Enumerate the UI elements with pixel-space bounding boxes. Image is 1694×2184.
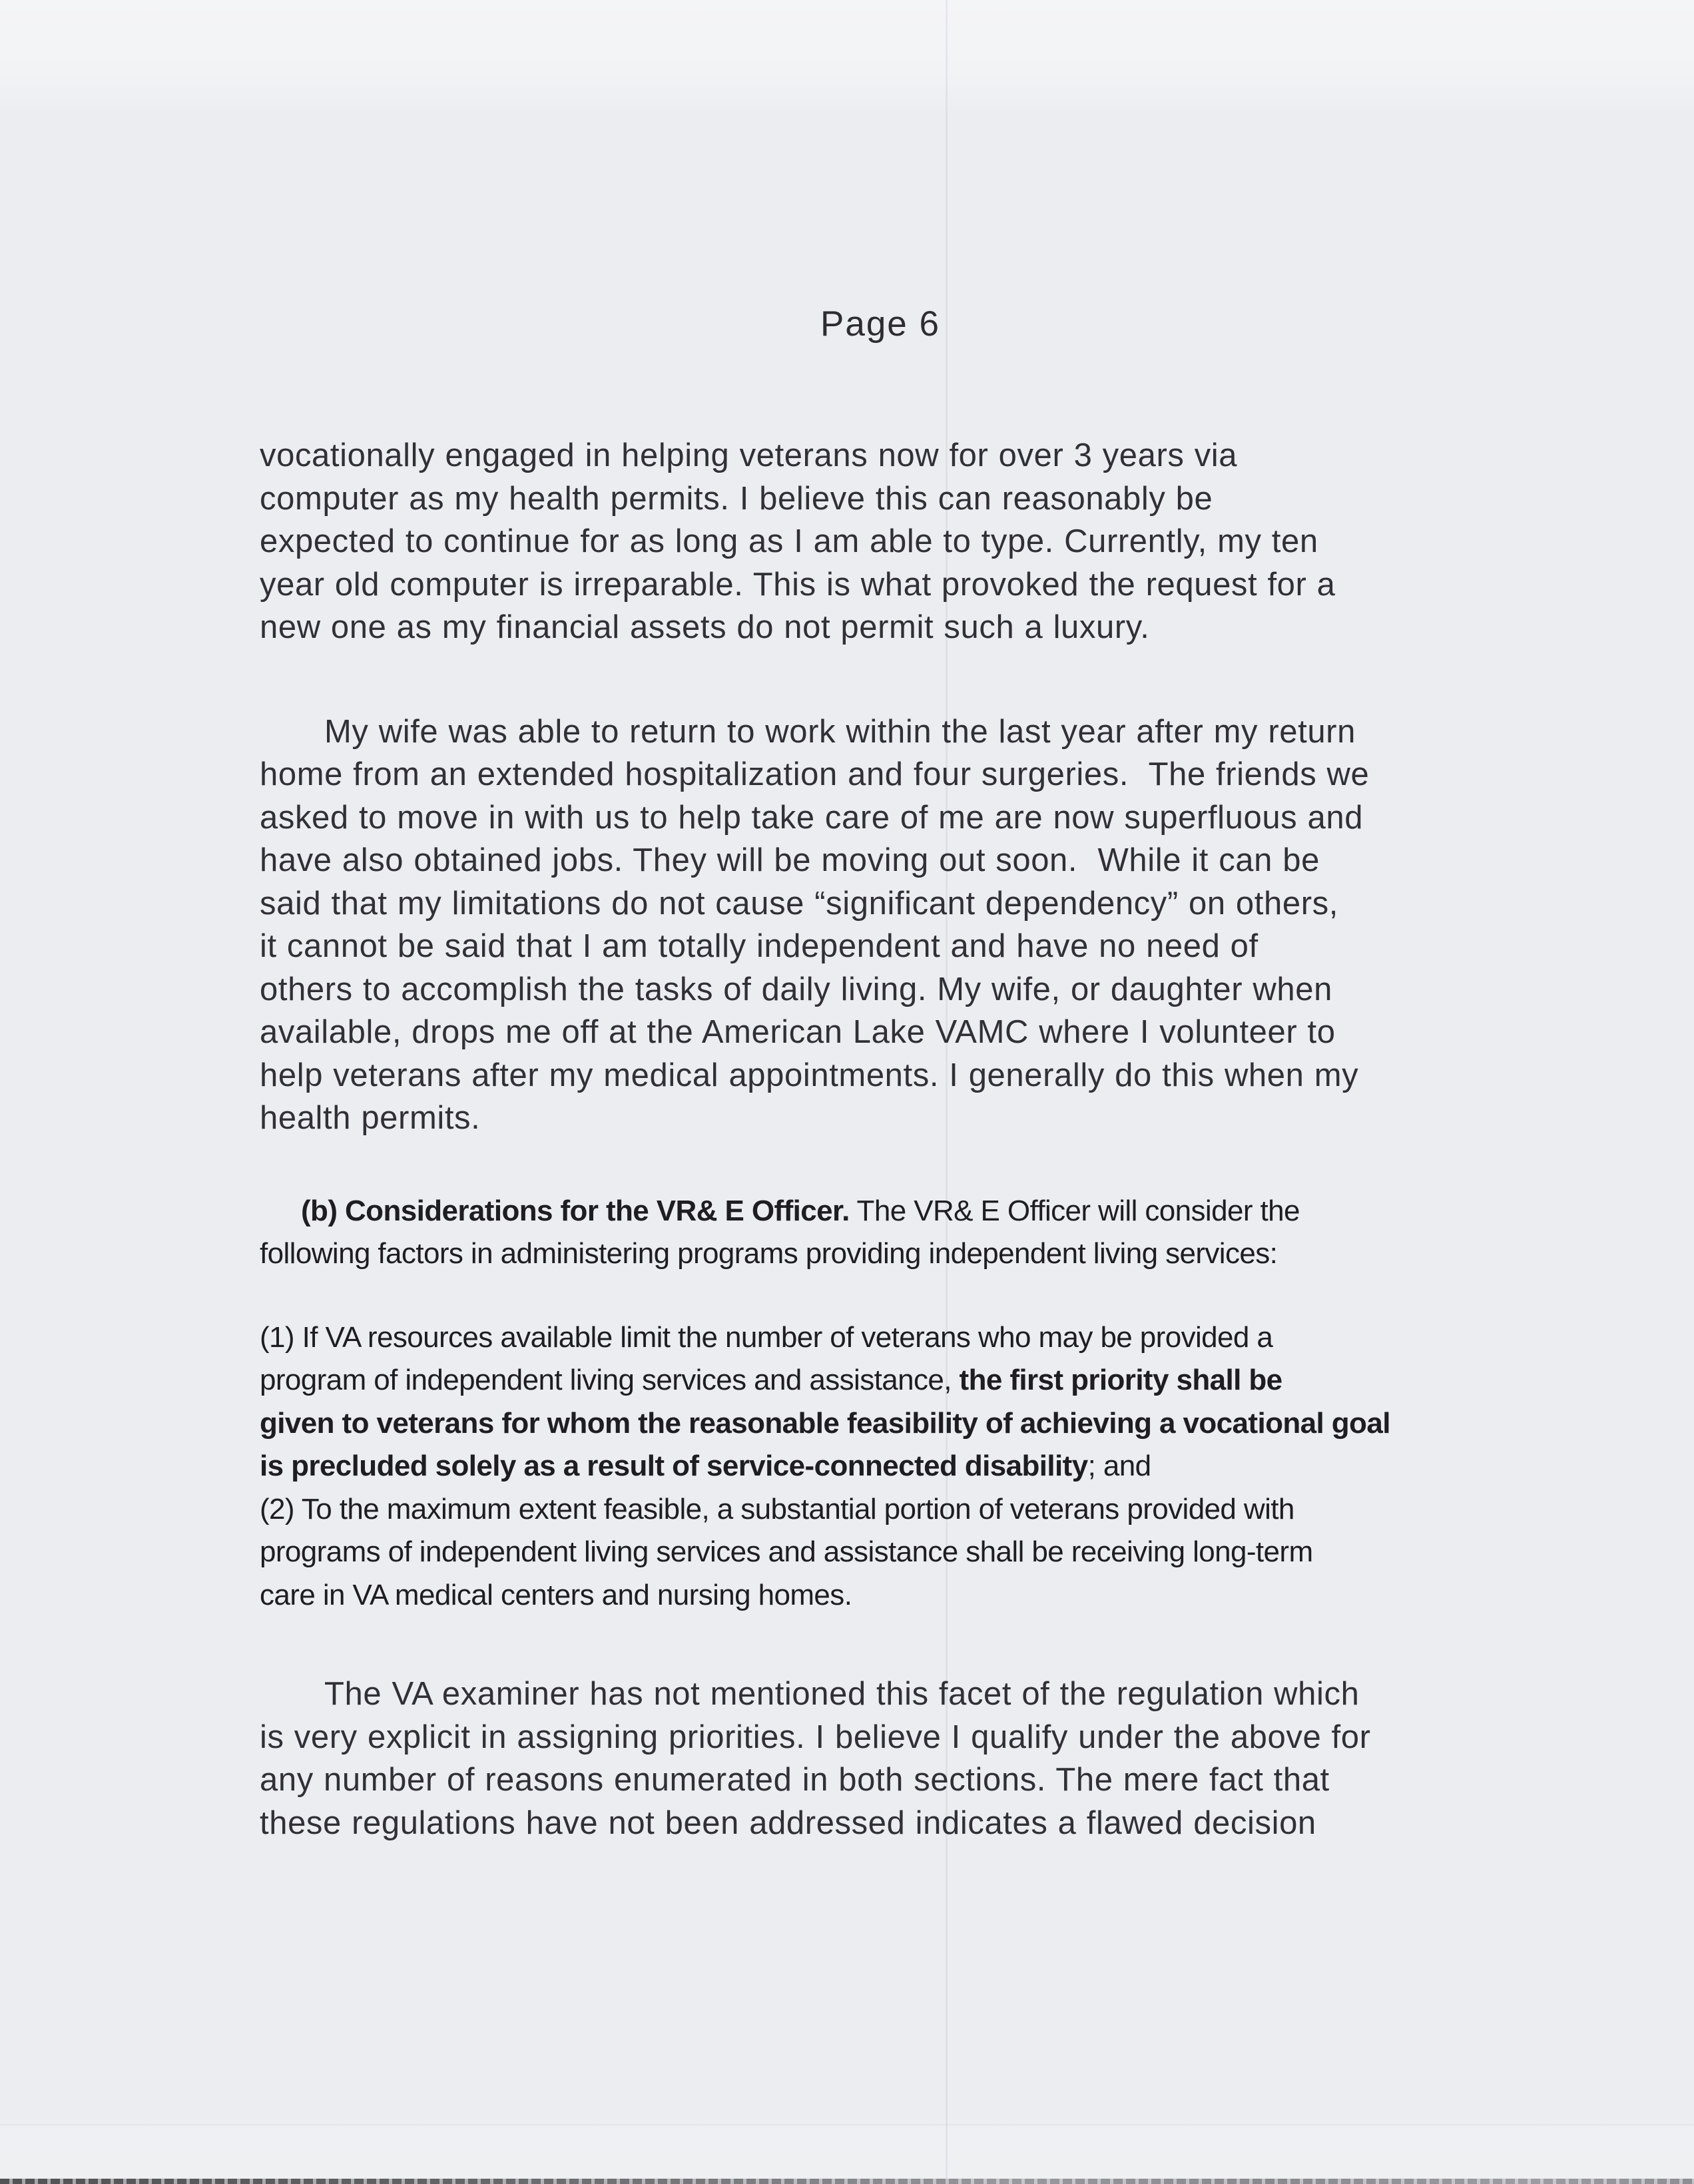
text-line: have also obtained jobs. They will be moving out soon. While it can be <box>260 842 1320 878</box>
text-line <box>260 1359 1478 1402</box>
text-line: these regulations have not been addressed indicates a flawed decision <box>260 1804 1316 1841</box>
text-segment: The VR& E Officer will consider the <box>849 1194 1300 1227</box>
scanner-edge-strip <box>0 2179 1694 2184</box>
text-line <box>260 1402 1478 1446</box>
text-line: following factors in administering programs providing independent living services: <box>260 1237 1278 1270</box>
text-line: new one as my financial assets do not permit such a luxury. <box>260 609 1150 645</box>
text-line: My wife was able to return to work within the last year after my return <box>324 713 1356 750</box>
text-line: vocationally engaged in helping veterans now for over 3 years via <box>260 437 1238 473</box>
text-line: others to accomplish the tasks of daily living. My wife, or daughter when <box>260 971 1332 1007</box>
text-line: computer as my health permits. I believe this can reasonably be <box>260 480 1213 517</box>
page-number-header: Page 6 <box>820 304 940 344</box>
text-line: expected to continue for as long as I am able to type. Currently, my ten <box>260 523 1318 559</box>
text-line: year old computer is irreparable. This is what provoked the request for a <box>260 566 1336 603</box>
text-line <box>260 1445 1478 1488</box>
bold-text-segment: given to veterans for whom the reasonable feasibility of achieving a vocational goal <box>260 1406 1390 1440</box>
bold-text-segment: is precluded solely as a result of service-connected disability <box>260 1450 1088 1482</box>
text-line: help veterans after my medical appointments. I generally do this when my <box>260 1057 1359 1093</box>
paragraph <box>260 710 1478 1140</box>
paragraph <box>260 1488 1478 1617</box>
text-line: is very explicit in assigning priorities. I believe I qualify under the above for <box>260 1719 1371 1755</box>
text-line: any number of reasons enumerated in both sections. The mere fact that <box>260 1762 1330 1798</box>
text-line: available, drops me off at the American Lake VAMC where I volunteer to <box>260 1014 1336 1050</box>
text-line <box>260 1190 1478 1233</box>
text-line: said that my limitations do not cause “significant dependency” on others, <box>260 885 1338 922</box>
paragraph <box>260 1316 1478 1488</box>
text-line: home from an extended hospitalization and four surgeries. The friends we <box>260 756 1370 792</box>
bold-text-segment: (b) Considerations for the VR& E Officer. <box>301 1194 850 1227</box>
document-body <box>260 434 1478 1844</box>
scan-crease-horizontal <box>0 2124 1694 2125</box>
text-line: health permits. <box>260 1100 481 1136</box>
paragraph <box>260 434 1478 649</box>
text-line: (1) If VA resources available limit the number of veterans who may be provided a <box>260 1320 1273 1354</box>
text-line: care in VA medical centers and nursing homes. <box>260 1578 852 1611</box>
text-line: The VA examiner has not mentioned this facet of the regulation which <box>324 1676 1360 1712</box>
paragraph <box>260 1190 1478 1276</box>
text-segment: program of independent living services and assistance, <box>260 1364 960 1396</box>
paragraph <box>260 1673 1478 1844</box>
text-line: asked to move in with us to help take care of me are now superfluous and <box>260 799 1364 836</box>
bold-text-segment: the first priority shall be <box>959 1364 1282 1396</box>
text-segment: ; and <box>1087 1450 1151 1482</box>
text-line: it cannot be said that I am totally independent and have no need of <box>260 928 1259 964</box>
text-line: programs of independent living services and assistance shall be receiving long-term <box>260 1535 1313 1568</box>
text-line: (2) To the maximum extent feasible, a substantial portion of veterans provided with <box>260 1492 1294 1525</box>
